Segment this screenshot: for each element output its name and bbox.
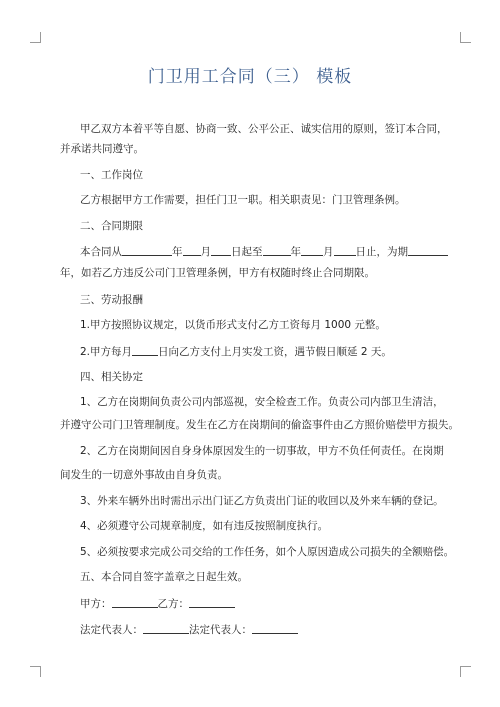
signature-line-parties [80,596,470,611]
party-b-blank[interactable] [189,596,235,608]
crop-mark-bottom-left [30,666,41,677]
start-day-blank[interactable] [211,244,231,256]
document-title: 门卫用工合同（三） 模板 [147,67,353,87]
signature-line-representatives [80,622,470,637]
term-text-month: 月 [200,246,211,258]
term-text-end: 日止，为期 [355,246,408,258]
section-4-item-1-line-2: 并遵守公司门卫管理制度。发生在乙方在岗期间的偷盗事件由乙方照价赔偿甲方损失。 [60,419,459,431]
crop-mark-bottom-right [460,666,471,677]
section-4-item-1-line-1: 1、乙方在岗期间负责公司内部巡视，安全检查工作。负责公司内部卫生清洁， [80,396,444,408]
start-year-blank[interactable] [122,244,172,256]
section-5-heading: 五、本合同自签字盖章之日起生效。 [80,571,248,583]
intro-line-1: 甲乙双方本着平等自愿、协商一致、公平公正、诚实信用的原则，签订本合同， [80,123,448,135]
section-1-text: 乙方根据甲方工作需要，担任门卫一职。相关职责见：门卫管理条例。 [80,194,406,206]
section-1-heading: 一、工作岗位 [80,169,143,181]
section-2-heading: 二、合同期限 [80,220,143,232]
end-year-blank[interactable] [263,244,291,256]
pay-day-text-1: 2.甲方每月 [80,346,133,358]
start-month-blank[interactable] [183,244,201,256]
end-month-blank[interactable] [301,244,323,256]
section-2-text: 年，如若乙方违反公司门卫管理条例，甲方有权随时终止合同期限。 [60,267,375,279]
term-text-month-2: 月 [323,246,334,258]
pay-day-text-2: 日向乙方支付上月实发工资，遇节假日顺延 2 天。 [158,346,392,358]
crop-mark-top-left [30,32,41,43]
rep-a-blank[interactable] [143,622,189,634]
term-text-year-2: 年 [290,246,301,258]
section-3-item-2 [80,344,470,359]
pay-day-blank[interactable] [132,344,158,356]
party-a-blank[interactable] [112,596,158,608]
end-day-blank[interactable] [334,244,356,256]
section-3-item-1: 1.甲方按照协议规定，以货币形式支付乙方工资每月 1000 元整。 [80,319,386,331]
section-4-heading: 四、相关协定 [80,371,143,383]
rep-b-label: 法定代表人： [189,624,252,636]
term-text-from: 本合同从 [80,246,122,258]
party-b-label: 乙方： [157,598,189,610]
section-4-item-5: 5、必须按要求完成公司交给的工作任务，如个人原因造成公司损失的全额赔偿。 [80,546,455,558]
section-4-item-2-line-1: 2、乙方在岗期间因自身身体原因发生的一切事故，甲方不负任何责任。在岗期 [80,445,444,457]
rep-b-blank[interactable] [252,622,298,634]
crop-mark-top-right [460,32,471,43]
intro-line-2: 并承诺共同遵守。 [60,143,144,155]
section-4-item-3: 3、外来车辆外出时需出示出门证乙方负责出门证的收回以及外来车辆的登记。 [80,495,444,507]
section-4-item-2-line-2: 间发生的一切意外事故由自身负责。 [60,469,228,481]
section-2-term-line [80,244,470,259]
term-text-year: 年 [172,246,183,258]
term-text-until: 日起至 [231,246,263,258]
party-a-label: 甲方： [80,598,112,610]
rep-a-label: 法定代表人： [80,624,143,636]
section-3-heading: 三、劳动报酬 [80,294,143,306]
duration-blank[interactable] [408,244,448,256]
section-4-item-4: 4、必须遵守公司规章制度，如有违反按照制度执行。 [80,520,329,532]
